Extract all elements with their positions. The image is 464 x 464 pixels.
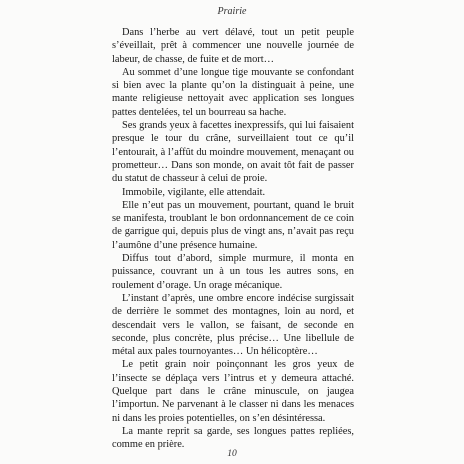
paragraph: Elle n’eut pas un mouvement, pourtant, quand le bruit se manifesta, troublant le bon ordonnancement de ce coin de garrigue qui, depuis plus de vingt ans, n’avait pas reçu l’aumône d’une présence humaine. [112, 199, 354, 251]
paragraph: L’instant d’après, une ombre encore indécise surgissait de derrière le sommet des montagnes, loin au nord, et descendait vers le vallon, se faisant, de seconde en seconde, plus concrète, plus précise… Une libellule de métal aux pales tournoyantes… Un hélicoptère… [112, 292, 354, 358]
running-head: Prairie [217, 6, 247, 17]
paragraph: Ses grands yeux à facettes inexpressifs, qui lui faisaient presque le tour du crâne, surveillaient tout ce qu’il l’entourait, à l’affût du moindre mouvement, menaçant ou prometteur… Dans son monde, on avait tôt fait de passer du statut de chasseur à celui de proie. [112, 120, 354, 185]
page-number: 10 [227, 449, 237, 459]
paragraph: Immobile, vigilante, elle attendait. [122, 186, 266, 198]
body-text [112, 26, 354, 452]
paragraph: Dans l’herbe au vert délavé, tout un petit peuple s’éveillait, prêt à commencer une nouvelle journée de labeur, de chasse, de fuite et de mort… [112, 27, 354, 65]
paragraph: Le petit grain noir poinçonnant les gros yeux de l’insecte se déplaça vers l’intrus et y demeura attaché. Quelque part dans le crâne minuscule, on jaugea l’importun. Ne parvenant à le classer ni dans les menaces ni dans les proies potentielles, on s’en désintéressa. [112, 359, 354, 424]
paragraph: Au sommet d’une longue tige mouvante se confondant si bien avec la plante qu’on la distinguait à peine, une mante religieuse nettoyait avec application ses longues pattes dentelées, tel un bourreau sa hache. [112, 66, 354, 118]
paragraph: La mante reprit sa garde, ses longues pattes repliées, comme en prière. [112, 425, 354, 451]
paragraph: Diffus tout d’abord, simple murmure, il monta en puissance, couvrant un à un tous les autres sons, en roulement d’orage. Un orage mécanique. [112, 253, 354, 291]
